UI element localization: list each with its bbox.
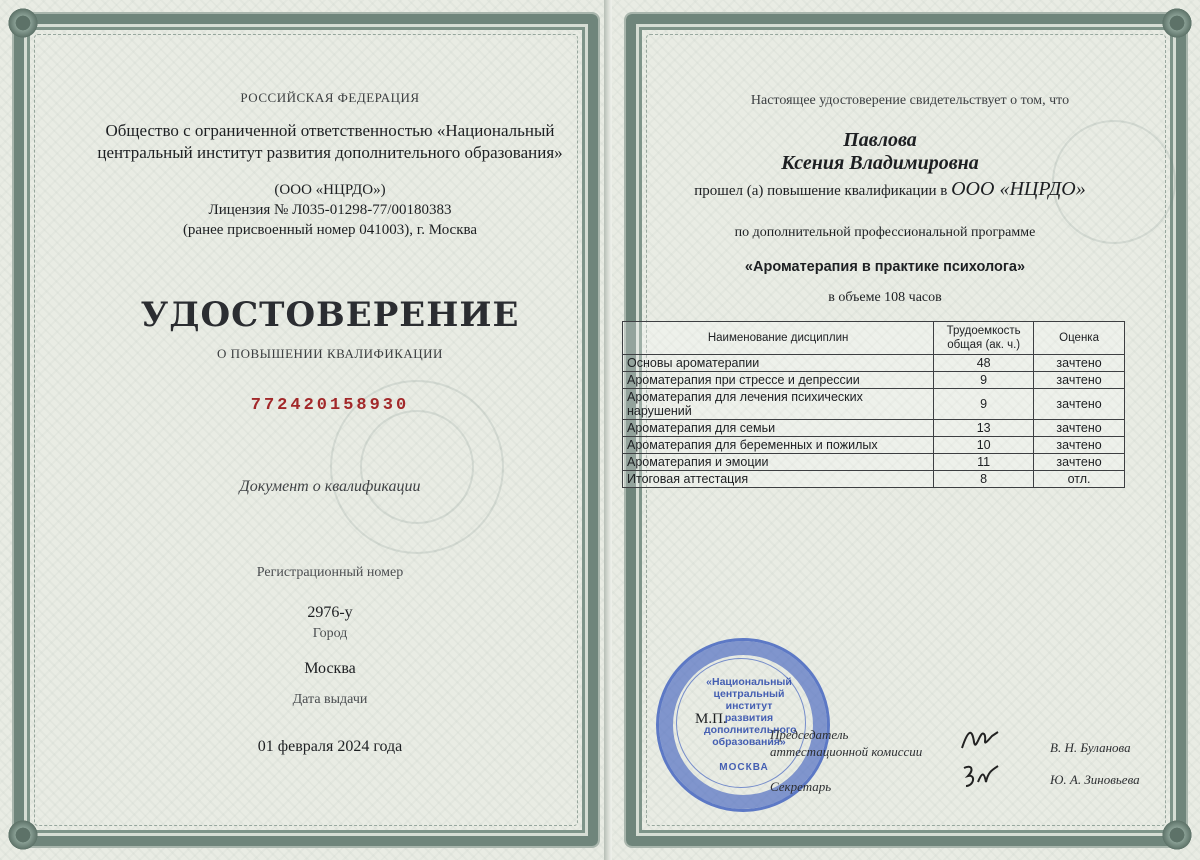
- column-header-grade: Оценка: [1034, 322, 1125, 355]
- discipline-grade: зачтено: [1034, 389, 1125, 420]
- corner-ornament-icon: [6, 6, 40, 40]
- seal-place-mark: М.П.: [695, 711, 727, 727]
- discipline-name: Ароматерапия для семьи: [623, 420, 934, 437]
- seal-text-line: дополнительного: [704, 724, 797, 736]
- issue-date-label: Дата выдачи: [292, 692, 368, 707]
- table-row: [623, 454, 1125, 471]
- table-row: [623, 420, 1125, 437]
- discipline-name: Ароматерапия для лечения психических нарушений: [623, 389, 934, 420]
- seal-city: МОСКВА: [719, 762, 769, 773]
- discipline-grade: зачтено: [1034, 372, 1125, 389]
- holder-surname: Павлова: [843, 129, 917, 151]
- secretary-name: Ю. А. Зиновьева: [1050, 772, 1140, 787]
- program-intro: по дополнительной профессиональной программе: [734, 225, 1036, 240]
- discipline-hours: 9: [934, 372, 1034, 389]
- discipline-hours: 10: [934, 437, 1034, 454]
- discipline-hours: 9: [934, 389, 1034, 420]
- organization-name-line2: центральный институт развития дополнительного образования»: [97, 143, 563, 162]
- column-header-discipline: Наименование дисциплин: [623, 322, 934, 355]
- table-row: [623, 355, 1125, 372]
- corner-ornament-icon: [1160, 6, 1194, 40]
- corner-ornament-icon: [6, 818, 40, 852]
- table-header-row: [623, 322, 1125, 355]
- table-row: [623, 437, 1125, 454]
- seal-text-line: «Национальный: [706, 676, 792, 688]
- chairman-name: В. Н. Буланова: [1050, 740, 1131, 755]
- program-volume: в объеме 108 часов: [828, 290, 942, 305]
- discipline-grade: зачтено: [1034, 454, 1125, 471]
- serial-number: 772420158930: [250, 396, 410, 415]
- holder-given-names: Ксения Владимировна: [781, 152, 979, 174]
- discipline-name: Ароматерапия и эмоции: [623, 454, 934, 471]
- guilloche-watermark: [360, 410, 474, 524]
- registration-number-label: Регистрационный номер: [256, 565, 404, 580]
- column-header-hours: Трудоемкость общая (ак. ч.): [934, 322, 1034, 355]
- chairman-signature-icon: [958, 724, 1002, 756]
- seal-text-line: центральный: [713, 688, 785, 700]
- issue-date-value: 01 февраля 2024 года: [257, 738, 403, 755]
- license-number: Лицензия № Л035-01298-77/00180383: [208, 202, 452, 218]
- training-statement-text: прошел (а) повышение квалификации в: [694, 183, 948, 199]
- training-organization: ООО «НЦРДО»: [951, 178, 1086, 200]
- discipline-hours: 13: [934, 420, 1034, 437]
- discipline-name: Итоговая аттестация: [623, 471, 934, 488]
- certification-intro: Настоящее удостоверение свидетельствует о том, что: [750, 93, 1070, 108]
- secretary-role: Секретарь: [770, 779, 832, 794]
- discipline-grade: зачтено: [1034, 437, 1125, 454]
- qualification-document-label: Документ о квалификации: [239, 478, 421, 495]
- seal-text-line: образования»: [712, 736, 786, 748]
- table-row: [623, 372, 1125, 389]
- seal-text-line: институт: [725, 700, 773, 712]
- discipline-grade: зачтено: [1034, 355, 1125, 372]
- chairman-role-line2: аттестационной комиссии: [770, 744, 923, 759]
- discipline-name: Ароматерапия для беременных и пожилых: [623, 437, 934, 454]
- chairman-role-line1: Председатель: [770, 727, 849, 742]
- table-row: [623, 471, 1125, 488]
- city-value: Москва: [304, 660, 356, 677]
- seal-text-line: развития: [724, 712, 774, 724]
- discipline-hours: 48: [934, 355, 1034, 372]
- discipline-hours: 11: [934, 454, 1034, 471]
- discipline-name: Ароматерапия при стрессе и депрессии: [623, 372, 934, 389]
- country-name: РОССИЙСКАЯ ФЕДЕРАЦИЯ: [240, 90, 420, 105]
- document-title: УДОСТОВЕРЕНИЕ: [140, 295, 520, 335]
- training-statement: [640, 178, 1140, 201]
- discipline-name: Основы ароматерапии: [623, 355, 934, 372]
- table-row: [623, 389, 1125, 420]
- disciplines-table: [622, 321, 1125, 488]
- license-old-number: (ранее присвоенный номер 041003), г. Москва: [182, 222, 478, 238]
- document-subtitle: О ПОВЫШЕНИИ КВАЛИФИКАЦИИ: [217, 346, 443, 361]
- discipline-grade: отл.: [1034, 471, 1125, 488]
- corner-ornament-icon: [1160, 818, 1194, 852]
- organization-name-line1: Общество с ограниченной ответственностью «Национальный: [105, 121, 555, 140]
- discipline-grade: зачтено: [1034, 420, 1125, 437]
- discipline-hours: 8: [934, 471, 1034, 488]
- organization-short-name: (ООО «НЦРДО»): [274, 182, 386, 198]
- city-label: Город: [312, 626, 348, 641]
- secretary-signature-icon: [958, 760, 1002, 792]
- program-name: «Ароматерапия в практике психолога»: [744, 259, 1026, 275]
- registration-number-value: 2976-у: [307, 604, 353, 621]
